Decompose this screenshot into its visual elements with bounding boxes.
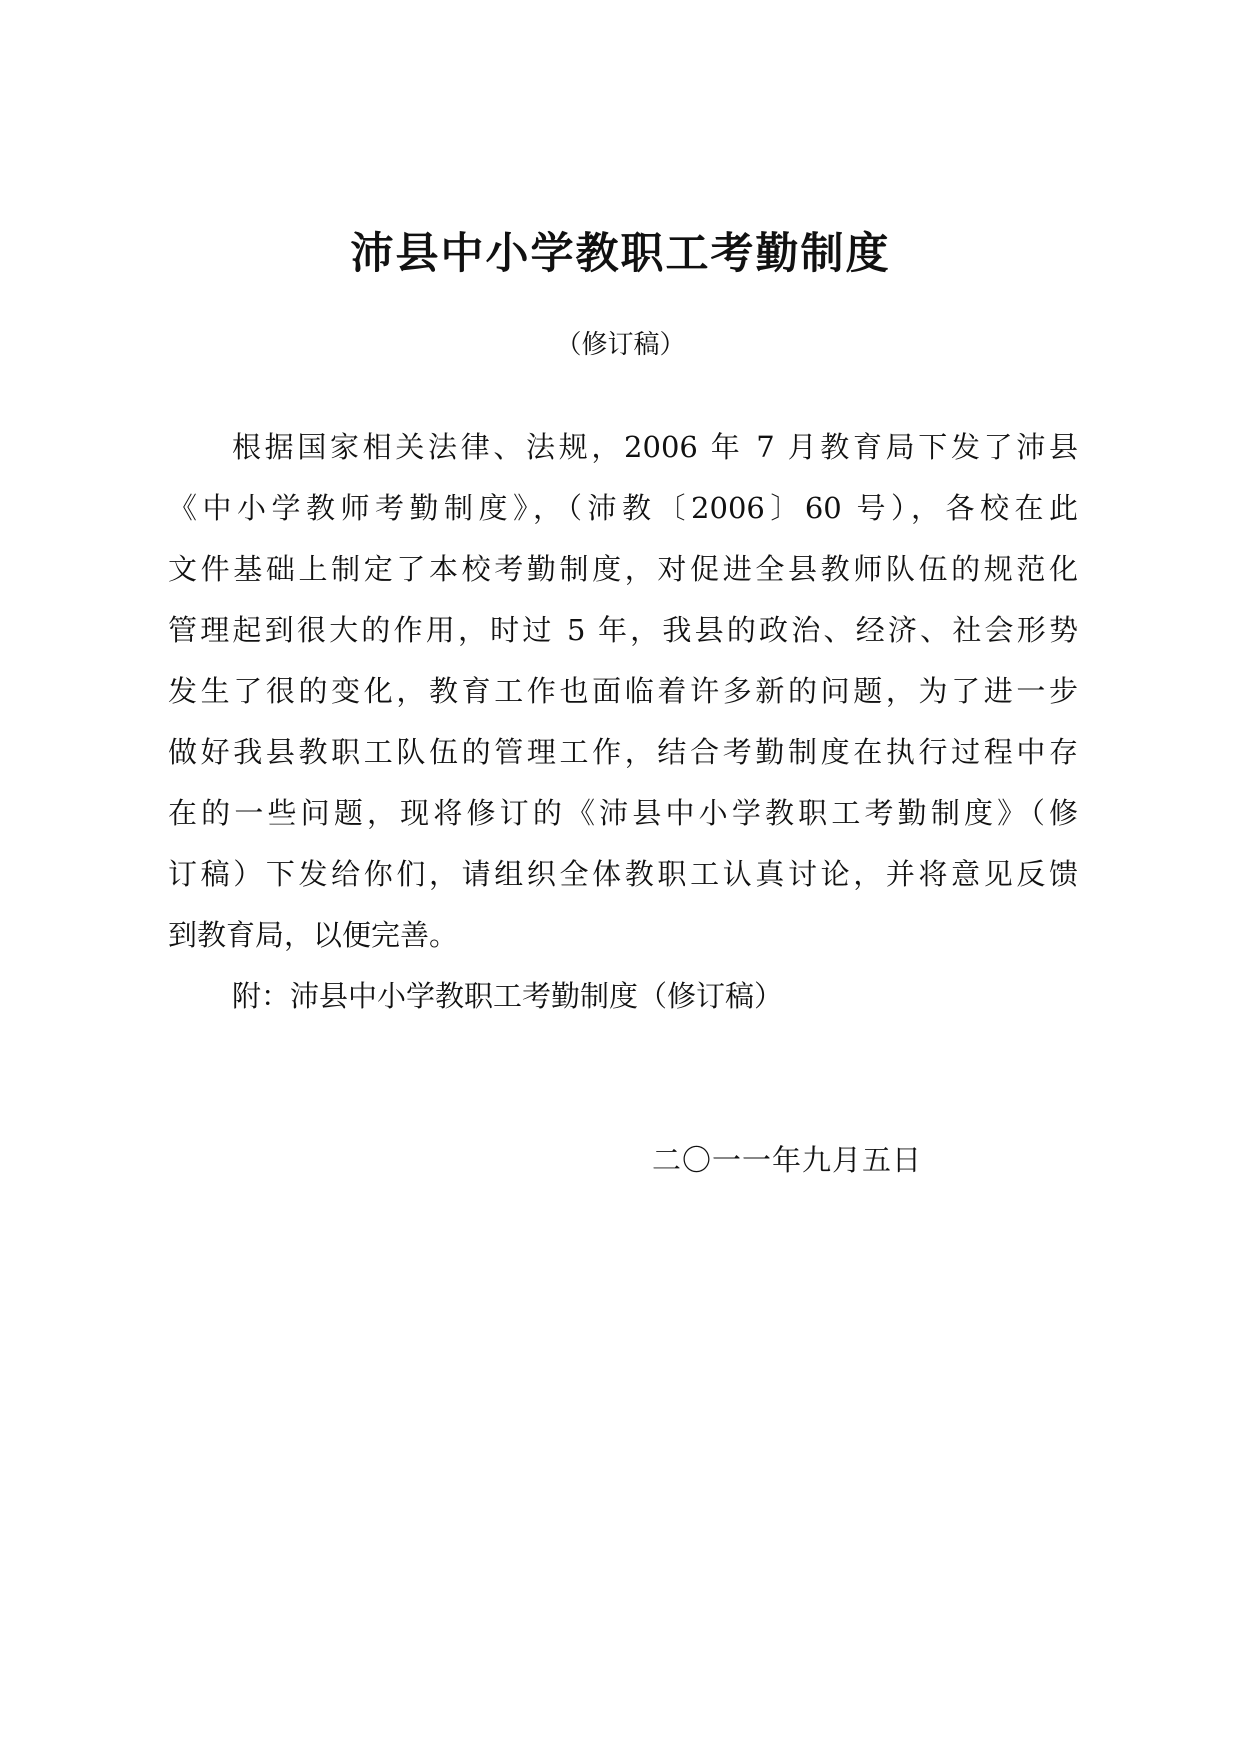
document-title: 沛县中小学教职工考勤制度 — [350, 229, 891, 279]
document-subtitle: （修订稿） — [555, 330, 686, 360]
body-line: 在的一些问题，现将修订的《沛县中小学教职工考勤制度》（修 — [168, 796, 1078, 830]
body-line: 订稿）下发给你们，请组织全体教职工认真讨论，并将意见反馈 — [168, 857, 1078, 891]
body-line: 到教育局，以便完善。 — [168, 918, 459, 952]
body-line: 《中小学教师考勤制度》，（沛教〔2006〕60 号），各校在此 — [168, 491, 1078, 525]
body-line: 文件基础上制定了本校考勤制度，对促进全县教师队伍的规范化 — [168, 552, 1078, 586]
body-line: 做好我县教职工队伍的管理工作，结合考勤制度在执行过程中存 — [168, 735, 1078, 769]
body-line: 管理起到很大的作用，时过 5 年，我县的政治、经济、社会形势 — [168, 613, 1078, 647]
body-line: 根据国家相关法律、法规，2006 年 7 月教育局下发了沛县 — [232, 430, 1078, 464]
body-line: 发生了很的变化，教育工作也面临着许多新的问题，为了进一步 — [168, 674, 1078, 708]
document-date: 二〇一一年九月五日 — [652, 1143, 923, 1177]
attachment-note: 附：沛县中小学教职工考勤制度（修订稿） — [232, 979, 784, 1013]
